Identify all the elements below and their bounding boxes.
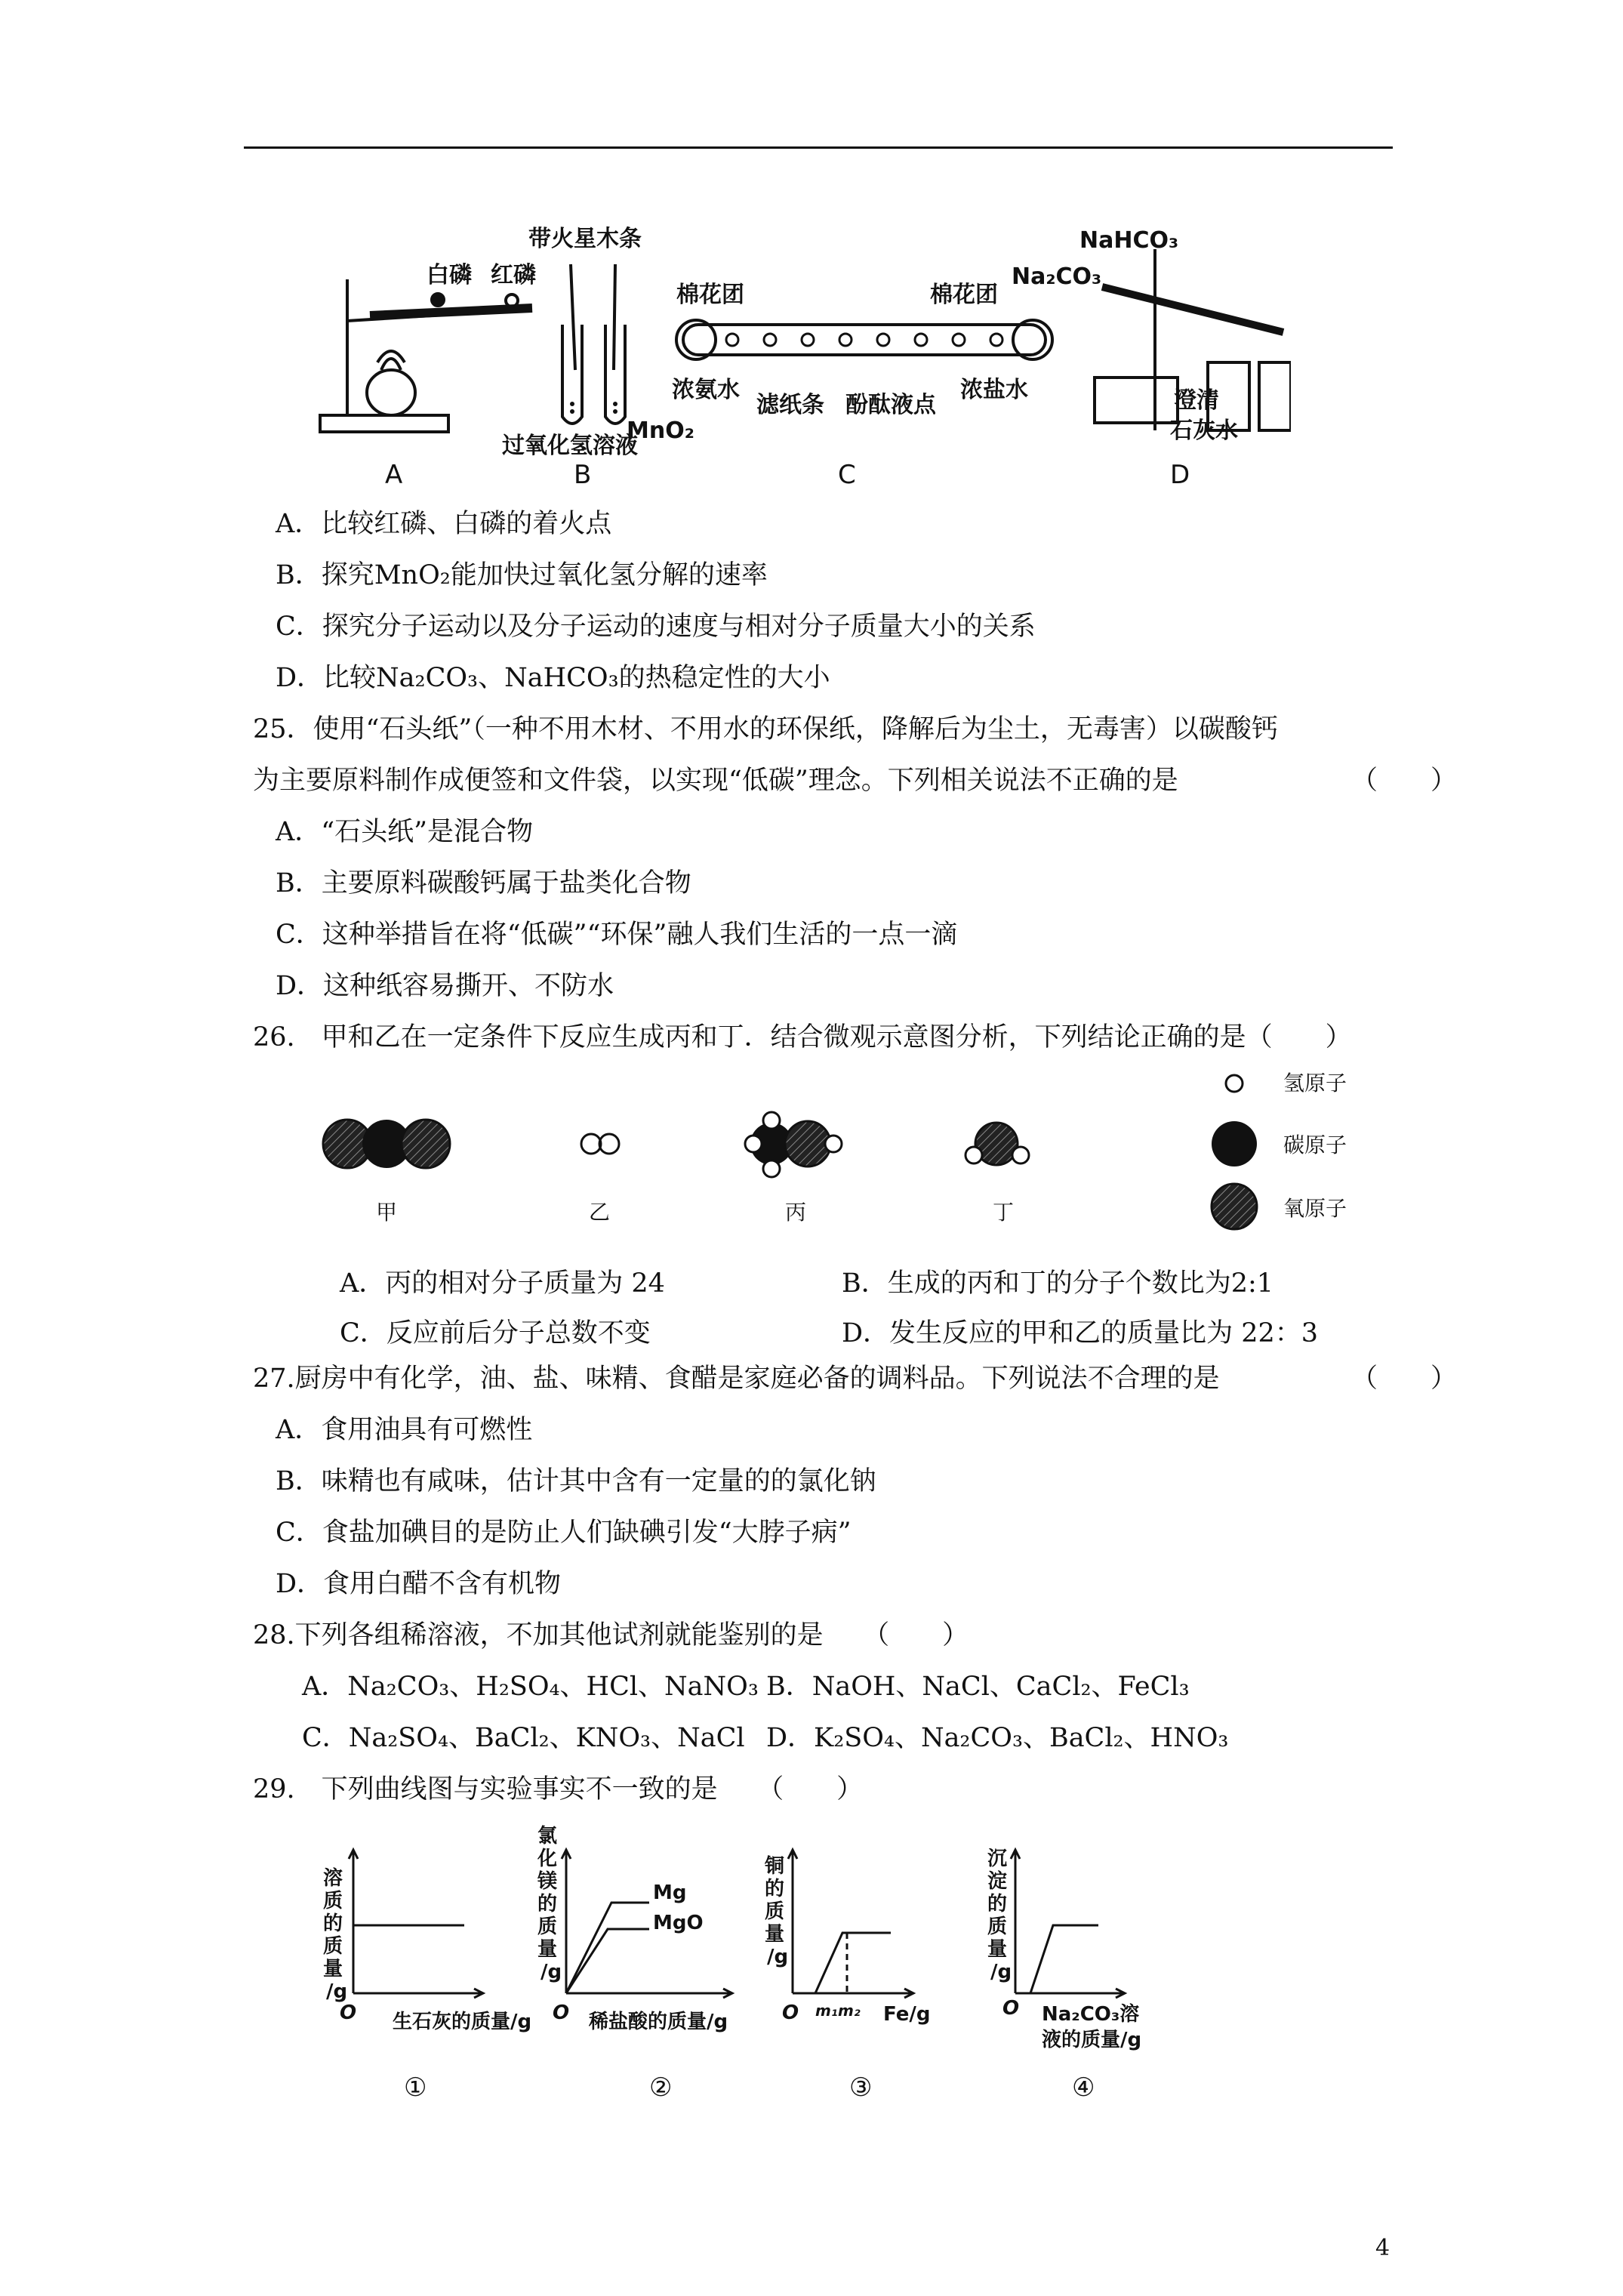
q28-stem: 28.下列各组稀溶液，不加其他试剂就能鉴别的是 （ ）: [253, 1620, 969, 1650]
caption-c: C: [838, 460, 856, 490]
q25-option-b: B．主要原料碳酸钙属于盐类化合物: [276, 868, 691, 898]
graph4-caption: ④: [1072, 2073, 1095, 2103]
graph2-series-mg: Mg: [653, 1881, 687, 1904]
q24-option-c: C．探究分子运动以及分子运动的速度与相对分子质量大小的关系: [276, 612, 1036, 642]
q29-stem: 29. 下列曲线图与实验事实不一致的是 （ ）: [253, 1774, 864, 1804]
label-mno2: MnO₂: [627, 418, 694, 444]
stand-base: [320, 415, 448, 432]
graph4-ylabel-2: 淀: [987, 1870, 1008, 1893]
graph4-curve: [1030, 1925, 1098, 1993]
label-phenol: 酚酞液点: [845, 392, 936, 418]
graph2-origin: O: [553, 2002, 570, 2024]
graph2-ylabel-4: 的: [537, 1893, 558, 1915]
caption-b: B: [574, 460, 592, 490]
graph3-ylabel-5: /g: [767, 1946, 789, 1968]
q28-option-a: A．Na₂CO₃、H₂SO₄、HCl、NaNO₃: [302, 1672, 759, 1702]
caption-d: D: [1170, 460, 1190, 490]
graph3-tick-m1: m₁: [815, 2002, 838, 2020]
q25-bracket: （ ）: [1351, 766, 1458, 796]
graph3-origin: O: [782, 2002, 799, 2024]
q26-option-a: A．丙的相对分子质量为 24: [340, 1268, 665, 1299]
label-red-p: 红磷: [491, 262, 536, 288]
graph1-ylabel-4: 质: [323, 1935, 343, 1958]
label-white-p: 白磷: [427, 262, 472, 288]
q28-option-d: D．K₂SO₄、Na₂CO₃、BaCl₂、HNO₃: [766, 1723, 1229, 1753]
q26-option-b: B．生成的丙和丁的分子个数比为2:1: [842, 1268, 1274, 1299]
graph3-ylabel-4: 量: [765, 1923, 785, 1946]
label-jia: 甲: [376, 1200, 398, 1225]
graph3-tick-m2: m₂: [838, 2002, 861, 2020]
label-na2co3: Na₂CO₃: [1012, 264, 1102, 290]
graph1-ylabel-3: 的: [323, 1912, 343, 1935]
graph4-origin: O: [1002, 1997, 1020, 2020]
label-yi: 乙: [589, 1200, 611, 1225]
graph3-ylabel-2: 的: [765, 1878, 785, 1900]
q27-option-c: C．食盐加碘目的是防止人们缺碘引发“大脖子病”: [276, 1518, 852, 1548]
q25-stem-1: 25．使用“石头纸”（一种不用木材、不用水的环保纸，降解后为尘土，无毒害）以碳酸钙: [253, 714, 1278, 744]
graph4-ylabel-5: 量: [987, 1938, 1008, 1961]
legend-hydrogen: 氢原子: [1283, 1071, 1347, 1096]
label-limewater-2: 石灰水: [1170, 418, 1238, 444]
graph2-curve-mg: [566, 1903, 649, 1993]
graph2-ylabel-5: 质: [537, 1915, 558, 1938]
molecule-jia: [323, 1120, 450, 1168]
label-cotton-left: 棉花团: [676, 282, 744, 308]
graph1-ylabel-2: 质: [323, 1890, 343, 1912]
graph2-ylabel-6: 量: [537, 1938, 558, 1961]
label-hcl: 浓盐水: [960, 377, 1028, 403]
legend-oxygen: 氧原子: [1283, 1196, 1347, 1221]
graph2-ylabel-1: 氯: [537, 1825, 558, 1848]
molecule-diagram: [317, 1065, 1389, 1231]
molecule-bing: [745, 1112, 842, 1177]
legend: [1212, 1075, 1257, 1229]
curve-graphs: [310, 1820, 1238, 2122]
graph2-series-mgo: MgO: [653, 1912, 704, 1934]
molecule-yi: [581, 1134, 619, 1154]
q25-option-a: A．“石头纸”是混合物: [276, 817, 534, 847]
q24-option-a: A．比较红磷、白磷的着火点: [276, 509, 612, 539]
graph2-curve-mgo: [566, 1929, 649, 1993]
q26-stem: 26. 甲和乙在一定条件下反应生成丙和丁．结合微观示意图分析，下列结论正确的是（ ）: [253, 1022, 1352, 1052]
label-bing: 丙: [785, 1200, 807, 1225]
graph3-ylabel-1: 铜: [765, 1855, 785, 1878]
q27-bracket: （ ）: [1351, 1364, 1458, 1394]
graph3-caption: ③: [849, 2073, 873, 2103]
graph4-ylabel-4: 质: [987, 1915, 1008, 1938]
q24-option-d: D．比较Na₂CO₃、NaHCO₃的热稳定性的大小: [276, 663, 830, 693]
graph4-xlabel-1: Na₂CO₃溶: [1042, 2003, 1140, 2026]
q25-stem-2: 为主要原料制作成便签和文件袋，以实现“低碳”理念。下列相关说法不正确的是: [253, 766, 1178, 796]
q26-option-c: C．反应前后分子总数不变: [340, 1318, 651, 1348]
graph4-ylabel-1: 沉: [987, 1848, 1008, 1870]
graph4-xlabel-2: 液的质量/g: [1042, 2029, 1142, 2051]
header-rule: [244, 146, 1393, 149]
graph4-ylabel-3: 的: [987, 1893, 1008, 1915]
label-ammonia: 浓氨水: [672, 377, 740, 403]
q27-option-b: B．味精也有咸味，估计其中含有一定量的的氯化钠: [276, 1466, 876, 1496]
graph3-ylabel-3: 质: [765, 1900, 785, 1923]
graph2-ylabel-2: 化: [537, 1848, 558, 1870]
caption-a: A: [385, 460, 403, 490]
label-ding: 丁: [993, 1200, 1015, 1225]
q25-option-d: D．这种纸容易撕开、不防水: [276, 971, 614, 1001]
graph1-ylabel-1: 溶: [323, 1867, 343, 1890]
q28-option-c: C．Na₂SO₄、BaCl₂、KNO₃、NaCl: [302, 1723, 745, 1753]
q25-option-c: C．这种举措旨在将“低碳”“环保”融人我们生活的一点一滴: [276, 920, 958, 950]
graph2-xlabel: 稀盐酸的质量/g: [589, 2011, 728, 2033]
q27-option-d: D．食用白醋不含有机物: [276, 1569, 562, 1599]
label-h2o2: 过氧化氢溶液: [502, 433, 638, 459]
q27-option-a: A．食用油具有可燃性: [276, 1415, 533, 1445]
legend-carbon: 碳原子: [1283, 1133, 1347, 1157]
q28-option-b: B．NaOH、NaCl、CaCl₂、FeCl₃: [766, 1672, 1190, 1702]
graph1-xlabel: 生石灰的质量/g: [393, 2011, 532, 2033]
graph1-origin: O: [340, 2002, 357, 2024]
q26-option-d: D．发生反应的甲和乙的质量比为 22：3: [842, 1318, 1318, 1348]
q27-stem: 27.厨房中有化学，油、盐、味精、食醋是家庭必备的调料品。下列说法不合理的是: [253, 1364, 1220, 1394]
graph3-curve: [815, 1933, 891, 1993]
label-limewater-1: 澄清: [1174, 387, 1219, 414]
q24-option-b: B．探究MnO₂能加快过氧化氢分解的速率: [276, 560, 768, 590]
graph4-ylabel-6: /g: [990, 1961, 1012, 1983]
graph2-ylabel-7: /g: [540, 1961, 562, 1983]
graph2-ylabel-3: 镁: [537, 1870, 558, 1893]
graph1-caption: ①: [404, 2073, 427, 2103]
graph2-caption: ②: [649, 2073, 673, 2103]
graph1-ylabel-6: /g: [326, 1980, 348, 2003]
label-nahco3: NaHCO₃: [1079, 227, 1179, 254]
label-filter-strip: 滤纸条: [756, 392, 824, 418]
apparatus-figure: [310, 219, 1291, 498]
page-number: 4: [1375, 2235, 1390, 2261]
graph1-ylabel-5: 量: [323, 1958, 343, 1980]
label-wood-strip: 带火星木条: [528, 226, 642, 252]
graph3-xlabel: Fe/g: [883, 2003, 931, 2026]
molecule-ding: [965, 1123, 1029, 1165]
label-cotton-right: 棉花团: [930, 282, 998, 308]
